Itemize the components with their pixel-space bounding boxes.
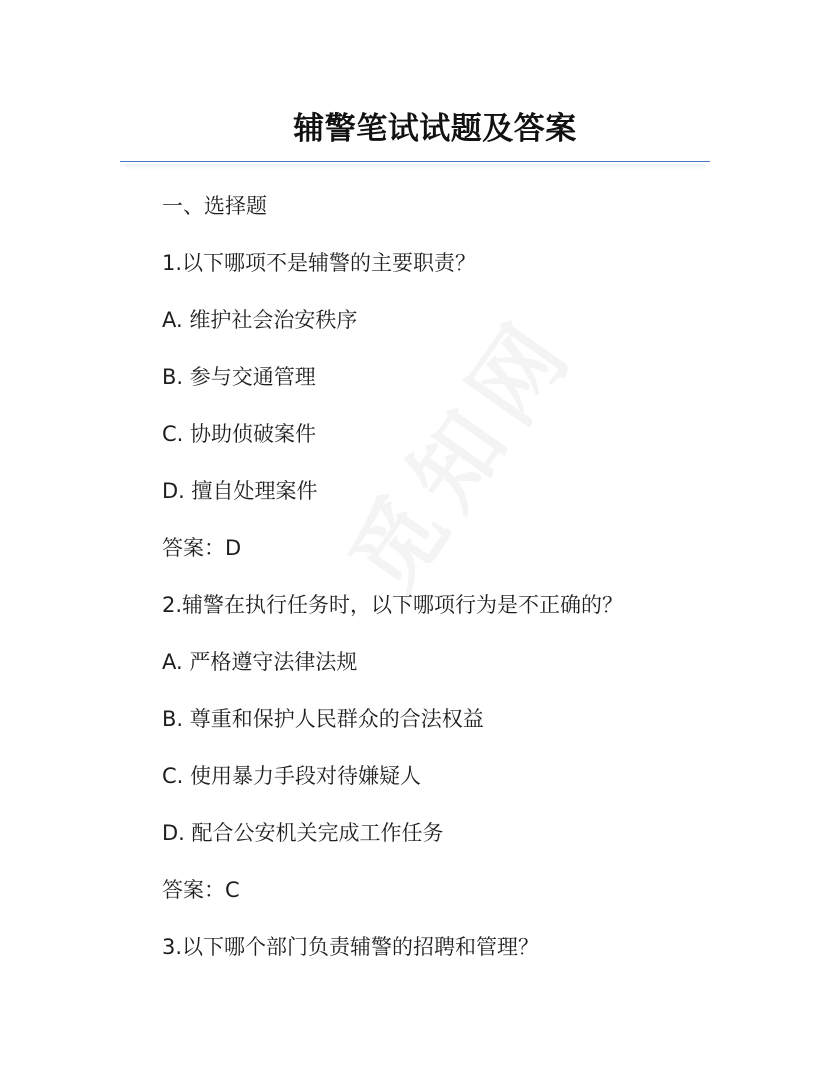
question-1: 1.以下哪项不是辅警的主要职责？ xyxy=(162,251,477,275)
title-divider-shadow xyxy=(125,164,705,170)
question-2-option-a: A. 严格遵守法律法规 xyxy=(162,650,358,674)
question-1-answer: 答案：D xyxy=(162,536,242,560)
question-1-option-b: B. 参与交通管理 xyxy=(162,365,316,389)
question-1-option-a: A. 维护社会治安秩序 xyxy=(162,308,358,332)
question-1-option-d: D. 擅自处理案件 xyxy=(162,479,318,503)
title-divider xyxy=(120,161,710,162)
section-heading: 一、选择题 xyxy=(162,194,267,218)
question-2-option-c: C. 使用暴力手段对待嫌疑人 xyxy=(162,764,422,788)
question-2-option-b: B. 尊重和保护人民群众的合法权益 xyxy=(162,707,484,731)
question-3: 3.以下哪个部门负责辅警的招聘和管理？ xyxy=(162,935,540,959)
page-title: 辅警笔试试题及答案 xyxy=(293,111,577,147)
question-2-answer: 答案：C xyxy=(162,878,240,902)
question-2: 2.辅警在执行任务时，以下哪项行为是不正确的？ xyxy=(162,593,624,617)
question-1-option-c: C. 协助侦破案件 xyxy=(162,422,317,446)
watermark xyxy=(313,285,598,615)
question-2-option-d: D. 配合公安机关完成工作任务 xyxy=(162,821,444,845)
